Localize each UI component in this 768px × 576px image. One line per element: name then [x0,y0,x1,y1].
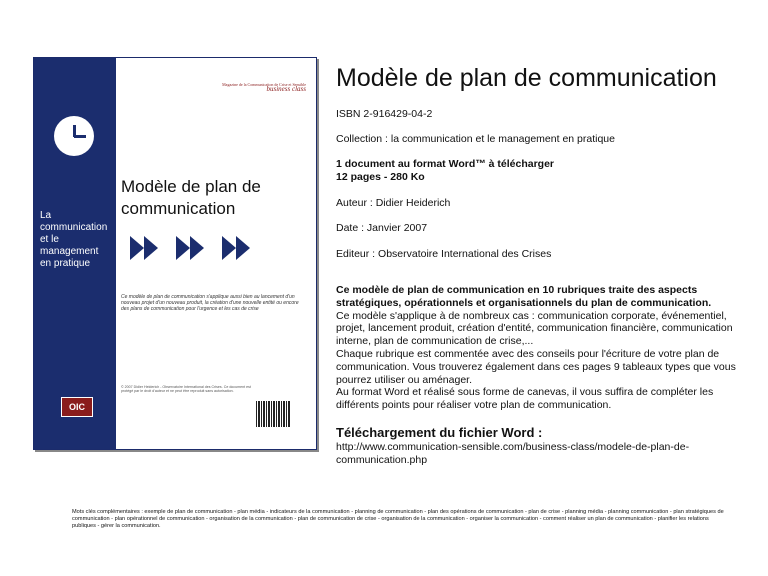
format-line: 1 document au format Word™ à télécharger [336,158,555,170]
description-paragraph: Au format Word et réalisé sous forme de canevas, il vous suffira de compléter les différents points pour réaliser votre plan de communication. [336,386,714,412]
oic-logo: OIC [61,397,93,417]
publisher-info-line: Editeur : Observatoire International des Crises [336,248,552,260]
publisher-logo [196,82,306,102]
description-paragraph: Chaque rubrique est commentée avec des conseils pour l'écriture de votre plan de communication. Vous trouverez également dans ces pages 9 tableaux types que vous pourrez utiliser ou aménager. [336,347,736,386]
download-title: Téléchargement du fichier Word : [336,425,543,440]
description-lead: Ce modèle de plan de communication en 10 rubriques traite des aspects stratégiques, opérationnels et organisationnels du plan de communication. [336,284,712,309]
clock-icon [54,116,94,156]
publisher-line: Magazine de la Communication de Crise et Sensible [222,82,306,87]
keywords-footer: Mots clés complémentaires : exemple de plan de communication - plan média - indicateurs de la communication - planning de communication - plan des opérations de communication - plan de crise - planning média - planning communication - plan stratégiques de communication - plan opérationnel de communication - organisation de la communication - plan de communication de crise - organisation de la communication - organiser la communication - comment réaliser un plan de communication - planifier les relations publiques - gérer la communication. [72,509,724,529]
cover-title: Modèle de plan de communication [121,177,261,218]
publisher-brand: business class [266,85,306,93]
date-line: Date : Janvier 2007 [336,222,428,234]
book-cover [33,57,317,450]
double-arrow-icon [176,234,208,262]
isbn-line: ISBN 2-916429-04-2 [336,108,433,120]
cover-side-band [34,58,116,449]
download-link[interactable]: http://www.communication-sensible.com/business-class/modele-de-plan-de-communication.php [336,441,690,466]
double-arrow-icon [130,234,162,262]
author-line: Auteur : Didier Heiderich [336,197,451,209]
cover-band-text: La communication et le management en pratique [40,210,108,269]
collection-line: Collection : la communication et le management en pratique [336,133,615,145]
page-title: Modèle de plan de communication [336,64,717,92]
cover-description: Ce modèle de plan de communication s'applique aussi bien au lancement d'un nouveau projet d'un nouveau produit, la création d'une nouvelle entité ou encore des plans de communication pour l'urgence et les cas de crise [121,294,299,312]
arrow-decoration [130,234,270,262]
description-paragraph: Ce modèle s'applique à de nombreux cas : communication corporate, événementiel, projet, lancement produit, création d'entité, communication financière, communication interne, plan de communication de crise,... [336,309,733,348]
double-arrow-icon [222,234,254,262]
description-block [336,284,748,412]
barcode [256,401,290,427]
cover-small-print: © 2007 Didier Heiderich - Observatoire International des Crises. Ce document est protégé par le droit d'auteur et ne peut être reproduit sans autorisation. [121,385,251,394]
size-line: 12 pages - 280 Ko [336,171,425,183]
